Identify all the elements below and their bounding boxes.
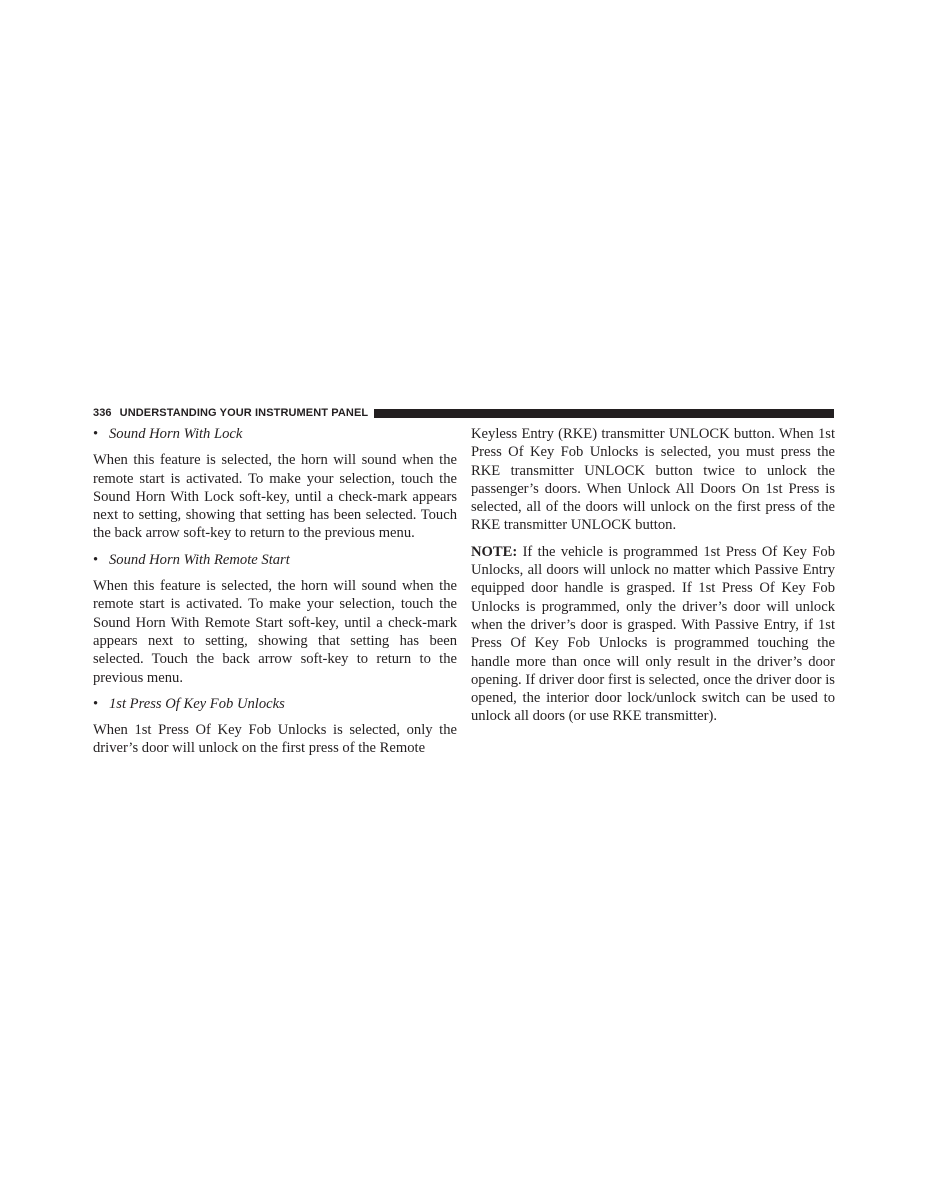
right-column <box>471 425 835 734</box>
bullet-icon: • <box>93 551 99 568</box>
page-number: 336 <box>93 407 112 419</box>
heading-text: Sound Horn With Remote Start <box>109 551 290 568</box>
heading-text: 1st Press Of Key Fob Unlocks <box>109 695 285 712</box>
note-label: NOTE: <box>471 543 518 560</box>
bullet-heading-1st-press-of-key-fob-unlocks <box>93 695 457 713</box>
note-text: If the vehicle is programmed 1st Press Of Key Fob Unlocks, all doors will unlock no matter which Passive Entry equipped door handle is grasped. If 1st Press Of Key Fob Unlocks is programmed, only the driver’s door will unlock when the driver’s door is grasped. With Passive Entry, if 1st Press Of Key Fob Unlocks is programmed touching the handle more than once will only result in the driver’s door opening. If driver door first is selected, once the driver door is opened, the interior door lock/unlock switch can be used to unlock all doors (or use RKE transmitter). <box>471 543 835 725</box>
bullet-icon: • <box>93 695 99 712</box>
paragraph-1st-press-of-key-fob-unlocks: When 1st Press Of Key Fob Unlocks is selected, only the driver’s door will unlock on the first press of the Remote <box>93 722 457 757</box>
heading-text: Sound Horn With Lock <box>109 426 243 442</box>
section-title: UNDERSTANDING YOUR INSTRUMENT PANEL <box>119 407 369 419</box>
paragraph-sound-horn-with-remote-start: When this feature is selected, the horn will sound when the remote start is activated. To make your selection, touch the Sound Horn With Remote Start soft-key, until a check-mark appears next to setting, showing that setting has been selected. Touch the back arrow soft-key to return to the previous menu. <box>93 578 457 686</box>
bullet-heading-sound-horn-with-lock <box>93 425 457 443</box>
paragraph-sound-horn-with-lock: When this feature is selected, the horn will sound when the remote start is activated. To make your selection, touch the Sound Horn With Lock soft-key, until a check-mark appears next to setting, showing that setting has been selected. Touch the back arrow soft-key to return to the previous menu. <box>93 452 457 542</box>
bullet-heading-sound-horn-with-remote-start <box>93 551 457 569</box>
page-header <box>93 405 834 421</box>
note-paragraph <box>471 543 835 726</box>
left-column <box>93 425 457 766</box>
header-rule <box>374 409 834 418</box>
bullet-icon: • <box>93 426 99 442</box>
paragraph-continuation: Keyless Entry (RKE) transmitter UNLOCK button. When 1st Press Of Key Fob Unlocks is selected, you must press the RKE transmitter UNLOCK button twice to unlock the passenger’s doors. When Unlock All Doors On 1st Press is selected, all of the doors will unlock on the first press of the RKE transmitter UNLOCK button. <box>471 426 835 534</box>
